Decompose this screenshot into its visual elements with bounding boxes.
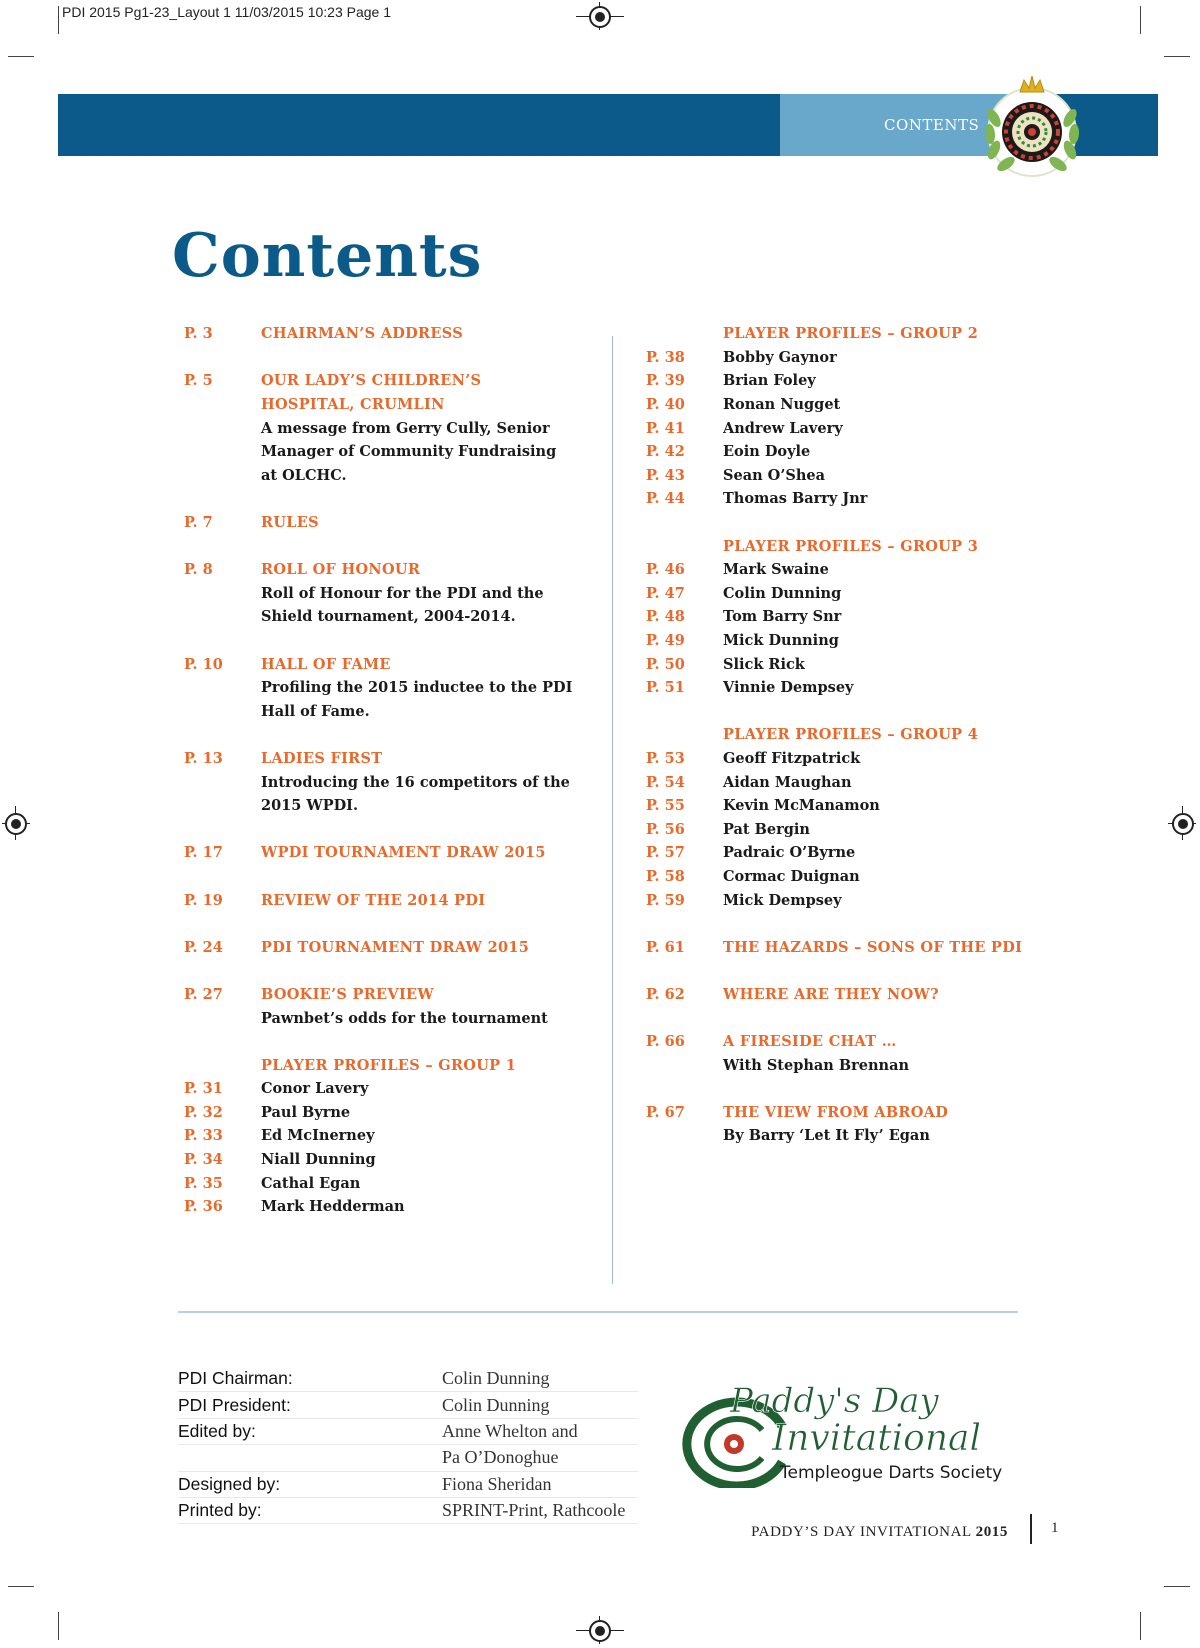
toc-player-row[interactable] — [646, 393, 1066, 417]
player-name: Ed McInerney — [261, 1127, 375, 1145]
player-name: Eoin Doyle — [723, 443, 811, 461]
page-ref: P. 51 — [646, 679, 685, 697]
entry-description: Introducing the 16 competitors of the — [261, 773, 570, 791]
entry-heading: HALL OF FAME — [261, 655, 391, 673]
entry-description: Shield tournament, 2004-2014. — [261, 608, 516, 626]
credit-role: PDI President: — [178, 1394, 291, 1415]
toc-player-row[interactable] — [646, 794, 1066, 818]
page-ref: P. 35 — [184, 1174, 223, 1192]
page-ref: P. 48 — [646, 608, 685, 626]
entry-heading: REVIEW OF THE 2014 PDI — [261, 891, 486, 909]
toc-group-2 — [646, 322, 1066, 511]
entry-description: at OLCHC. — [261, 466, 347, 484]
toc-player-row[interactable] — [184, 1195, 604, 1219]
toc-entry[interactable] — [184, 322, 604, 346]
page-ref: P. 19 — [184, 891, 223, 909]
trim-mark — [1164, 1586, 1190, 1587]
credit-role: PDI Chairman: — [178, 1368, 293, 1389]
toc-player-row[interactable] — [646, 558, 1066, 582]
toc-entry[interactable] — [646, 983, 1066, 1007]
entry-heading: CHAIRMAN’S ADDRESS — [261, 325, 463, 343]
entry-description: Hall of Fame. — [261, 702, 370, 720]
page-ref: P. 62 — [646, 985, 685, 1003]
credit-name: SPRINT-Print, Rathcoole — [442, 1500, 626, 1521]
page-ref: P. 40 — [646, 396, 685, 414]
entry-heading: THE HAZARDS – SONS OF THE PDI — [723, 938, 1023, 956]
credit-name: Fiona Sheridan — [442, 1473, 552, 1494]
toc-entry[interactable] — [184, 841, 604, 865]
player-name: Thomas Barry Jnr — [723, 490, 868, 508]
player-name: Pat Bergin — [723, 820, 810, 838]
page-ref: P. 61 — [646, 938, 685, 956]
page-title: Contents — [172, 221, 483, 291]
player-name: Vinnie Dempsey — [723, 679, 854, 697]
player-name: Cathal Egan — [261, 1174, 361, 1192]
toc-player-row[interactable] — [646, 440, 1066, 464]
publication-year: 2015 — [975, 1524, 1008, 1540]
player-name: Colin Dunning — [723, 584, 842, 602]
trim-mark — [8, 1586, 34, 1587]
column-divider — [612, 336, 613, 1284]
credit-row — [178, 1419, 638, 1445]
trim-mark — [58, 6, 59, 34]
page-ref: P. 13 — [184, 749, 223, 767]
trim-mark — [8, 56, 34, 57]
trim-mark — [1140, 6, 1141, 34]
toc-player-row[interactable] — [184, 1101, 604, 1125]
player-name: Geoff Fitzpatrick — [723, 749, 861, 767]
toc-player-row[interactable] — [646, 676, 1066, 700]
player-name: Sean O’Shea — [723, 466, 825, 484]
page-ref: P. 41 — [646, 419, 685, 437]
toc-group-4 — [646, 723, 1066, 912]
trim-mark — [1164, 56, 1190, 57]
credit-name: Anne Whelton and — [442, 1420, 578, 1441]
toc-entry[interactable] — [646, 1101, 1066, 1148]
footer-separator — [1030, 1514, 1032, 1544]
player-name: Mark Swaine — [723, 561, 829, 579]
page-ref: P. 3 — [184, 325, 213, 343]
toc-entry[interactable] — [184, 369, 604, 487]
page-ref: P. 33 — [184, 1127, 223, 1145]
group-heading: PLAYER PROFILES – GROUP 2 — [723, 325, 979, 343]
entry-heading: ROLL OF HONOUR — [261, 561, 421, 579]
toc-player-row[interactable] — [646, 605, 1066, 629]
player-name: Padraic O’Byrne — [723, 844, 856, 862]
toc-player-row[interactable] — [646, 346, 1066, 370]
page-ref: P. 44 — [646, 490, 685, 508]
logo-line-3: Templeogue Darts Society — [780, 1463, 1003, 1483]
credit-row — [178, 1445, 638, 1471]
entry-description: Manager of Community Fundraising — [261, 443, 557, 461]
toc-entry[interactable] — [184, 558, 604, 629]
player-name: Mark Hedderman — [261, 1198, 405, 1216]
toc-player-row[interactable] — [646, 865, 1066, 889]
player-name: Ronan Nugget — [723, 396, 841, 414]
toc-entry[interactable] — [184, 983, 604, 1030]
toc-entry[interactable] — [646, 935, 1066, 959]
page-ref: P. 59 — [646, 891, 685, 909]
entry-heading: A FIRESIDE CHAT … — [723, 1033, 897, 1051]
entry-description: Pawnbet’s odds for the tournament — [261, 1009, 548, 1027]
page-ref: P. 57 — [646, 844, 685, 862]
page-ref: P. 8 — [184, 561, 213, 579]
entry-description: A message from Gerry Cully, Senior — [261, 419, 550, 437]
page-ref: P. 54 — [646, 773, 685, 791]
toc-player-row[interactable] — [646, 416, 1066, 440]
toc-player-row[interactable] — [646, 652, 1066, 676]
entry-heading: HOSPITAL, CRUMLIN — [261, 396, 445, 414]
page-ref: P. 38 — [646, 348, 685, 366]
toc-entry[interactable] — [646, 1030, 1066, 1077]
credit-name: Colin Dunning — [442, 1368, 550, 1389]
player-name: Mick Dunning — [723, 632, 839, 650]
entry-heading: WHERE ARE THEY NOW? — [723, 985, 939, 1003]
toc-player-row[interactable] — [646, 629, 1066, 653]
page-ref: P. 36 — [184, 1198, 223, 1216]
page-ref: P. 67 — [646, 1103, 685, 1121]
player-name: Cormac Duignan — [723, 867, 860, 885]
print-slug: PDI 2015 Pg1-23_Layout 1 11/03/2015 10:23 Page 1 — [62, 4, 392, 20]
toc-player-row[interactable] — [646, 487, 1066, 511]
entry-description: 2015 WPDI. — [261, 797, 358, 815]
logo-line-1: Paddy's Day — [730, 1381, 939, 1421]
group-heading: PLAYER PROFILES – GROUP 1 — [261, 1056, 517, 1074]
section-label: CONTENTS — [884, 116, 980, 134]
page-ref: P. 24 — [184, 938, 223, 956]
toc-group-3 — [646, 534, 1066, 699]
page-ref: P. 42 — [646, 443, 685, 461]
toc-player-row[interactable] — [646, 817, 1066, 841]
player-name: Paul Byrne — [261, 1103, 351, 1121]
toc-player-row[interactable] — [646, 888, 1066, 912]
page-ref: P. 5 — [184, 372, 213, 390]
player-name: Niall Dunning — [261, 1151, 376, 1169]
entry-heading: BOOKIE’S PREVIEW — [261, 985, 434, 1003]
entry-heading: RULES — [261, 514, 319, 532]
publication-name: PADDY’S DAY INVITATIONAL — [751, 1524, 972, 1540]
credit-role: Printed by: — [178, 1500, 262, 1521]
entry-heading: PDI TOURNAMENT DRAW 2015 — [261, 938, 530, 956]
page-ref: P. 50 — [646, 655, 685, 673]
player-name: Bobby Gaynor — [723, 348, 837, 366]
toc-player-row[interactable] — [646, 841, 1066, 865]
entry-description: Profiling the 2015 inductee to the PDI — [261, 679, 573, 697]
toc-player-row[interactable] — [646, 582, 1066, 606]
page-ref: P. 43 — [646, 466, 685, 484]
trim-mark — [58, 1612, 59, 1640]
contents-column-right — [646, 322, 1066, 1148]
credits-table — [178, 1366, 638, 1524]
footer-rule — [178, 1311, 1018, 1313]
player-name: Slick Rick — [723, 655, 805, 673]
page-ref: P. 7 — [184, 514, 213, 532]
logo-line-2: Invitational — [772, 1418, 982, 1459]
page-ref: P. 53 — [646, 749, 685, 767]
contents-column-left — [184, 322, 604, 1219]
credit-row — [178, 1472, 638, 1498]
group-heading: PLAYER PROFILES – GROUP 3 — [723, 537, 979, 555]
player-name: Brian Foley — [723, 372, 816, 390]
page-ref: P. 27 — [184, 985, 223, 1003]
toc-entry[interactable] — [184, 652, 604, 723]
page-ref: P. 46 — [646, 561, 685, 579]
toc-entry[interactable] — [184, 511, 604, 535]
player-name: Aidan Maughan — [723, 773, 852, 791]
credit-row — [178, 1498, 638, 1524]
toc-player-row[interactable] — [184, 1077, 604, 1101]
player-name: Mick Dempsey — [723, 891, 842, 909]
page-ref: P. 31 — [184, 1080, 223, 1098]
page-ref: P. 58 — [646, 867, 685, 885]
page-ref: P. 10 — [184, 655, 223, 673]
page-ref: P. 39 — [646, 372, 685, 390]
paddys-day-invitational-logo — [672, 1378, 1016, 1488]
page-ref: P. 55 — [646, 797, 685, 815]
trim-mark — [1140, 1612, 1141, 1640]
player-name: Kevin McManamon — [723, 797, 880, 815]
entry-heading: THE VIEW FROM ABROAD — [723, 1103, 949, 1121]
toc-player-row[interactable] — [184, 1171, 604, 1195]
credit-role: Designed by: — [178, 1473, 281, 1494]
page-ref: P. 17 — [184, 844, 223, 862]
toc-player-row[interactable] — [184, 1148, 604, 1172]
toc-entry[interactable] — [184, 747, 604, 818]
credit-role: Edited by: — [178, 1420, 256, 1441]
toc-entry[interactable] — [184, 888, 604, 912]
page-number: 1 — [1051, 1520, 1059, 1536]
page-ref: P. 56 — [646, 820, 685, 838]
entry-heading: WPDI TOURNAMENT DRAW 2015 — [261, 844, 546, 862]
toc-entry[interactable] — [184, 935, 604, 959]
page-ref: P. 34 — [184, 1151, 223, 1169]
credit-name: Pa O’Donoghue — [442, 1447, 559, 1468]
entry-description: By Barry ‘Let It Fly’ Egan — [723, 1127, 930, 1145]
entry-description: Roll of Honour for the PDI and the — [261, 584, 544, 602]
page-ref: P. 47 — [646, 584, 685, 602]
dartboard-laurel-crown-icon — [976, 72, 1088, 180]
group-heading: PLAYER PROFILES – GROUP 4 — [723, 726, 979, 744]
entry-heading: OUR LADY’S CHILDREN’S — [261, 372, 482, 390]
page-ref: P. 49 — [646, 632, 685, 650]
toc-player-row[interactable] — [184, 1124, 604, 1148]
credit-row — [178, 1366, 638, 1392]
toc-player-row[interactable] — [646, 369, 1066, 393]
entry-description: With Stephan Brennan — [723, 1056, 910, 1074]
entry-heading: LADIES FIRST — [261, 749, 383, 767]
credit-row — [178, 1392, 638, 1418]
page-ref: P. 32 — [184, 1103, 223, 1121]
player-name: Andrew Lavery — [723, 419, 843, 437]
credit-name: Colin Dunning — [442, 1394, 550, 1415]
player-name: Tom Barry Snr — [723, 608, 842, 626]
toc-player-row[interactable] — [646, 770, 1066, 794]
toc-player-row[interactable] — [646, 747, 1066, 771]
footer-publication — [751, 1524, 1008, 1541]
toc-group-1 — [184, 1053, 604, 1218]
player-name: Conor Lavery — [261, 1080, 369, 1098]
toc-player-row[interactable] — [646, 464, 1066, 488]
page-ref: P. 66 — [646, 1033, 685, 1051]
